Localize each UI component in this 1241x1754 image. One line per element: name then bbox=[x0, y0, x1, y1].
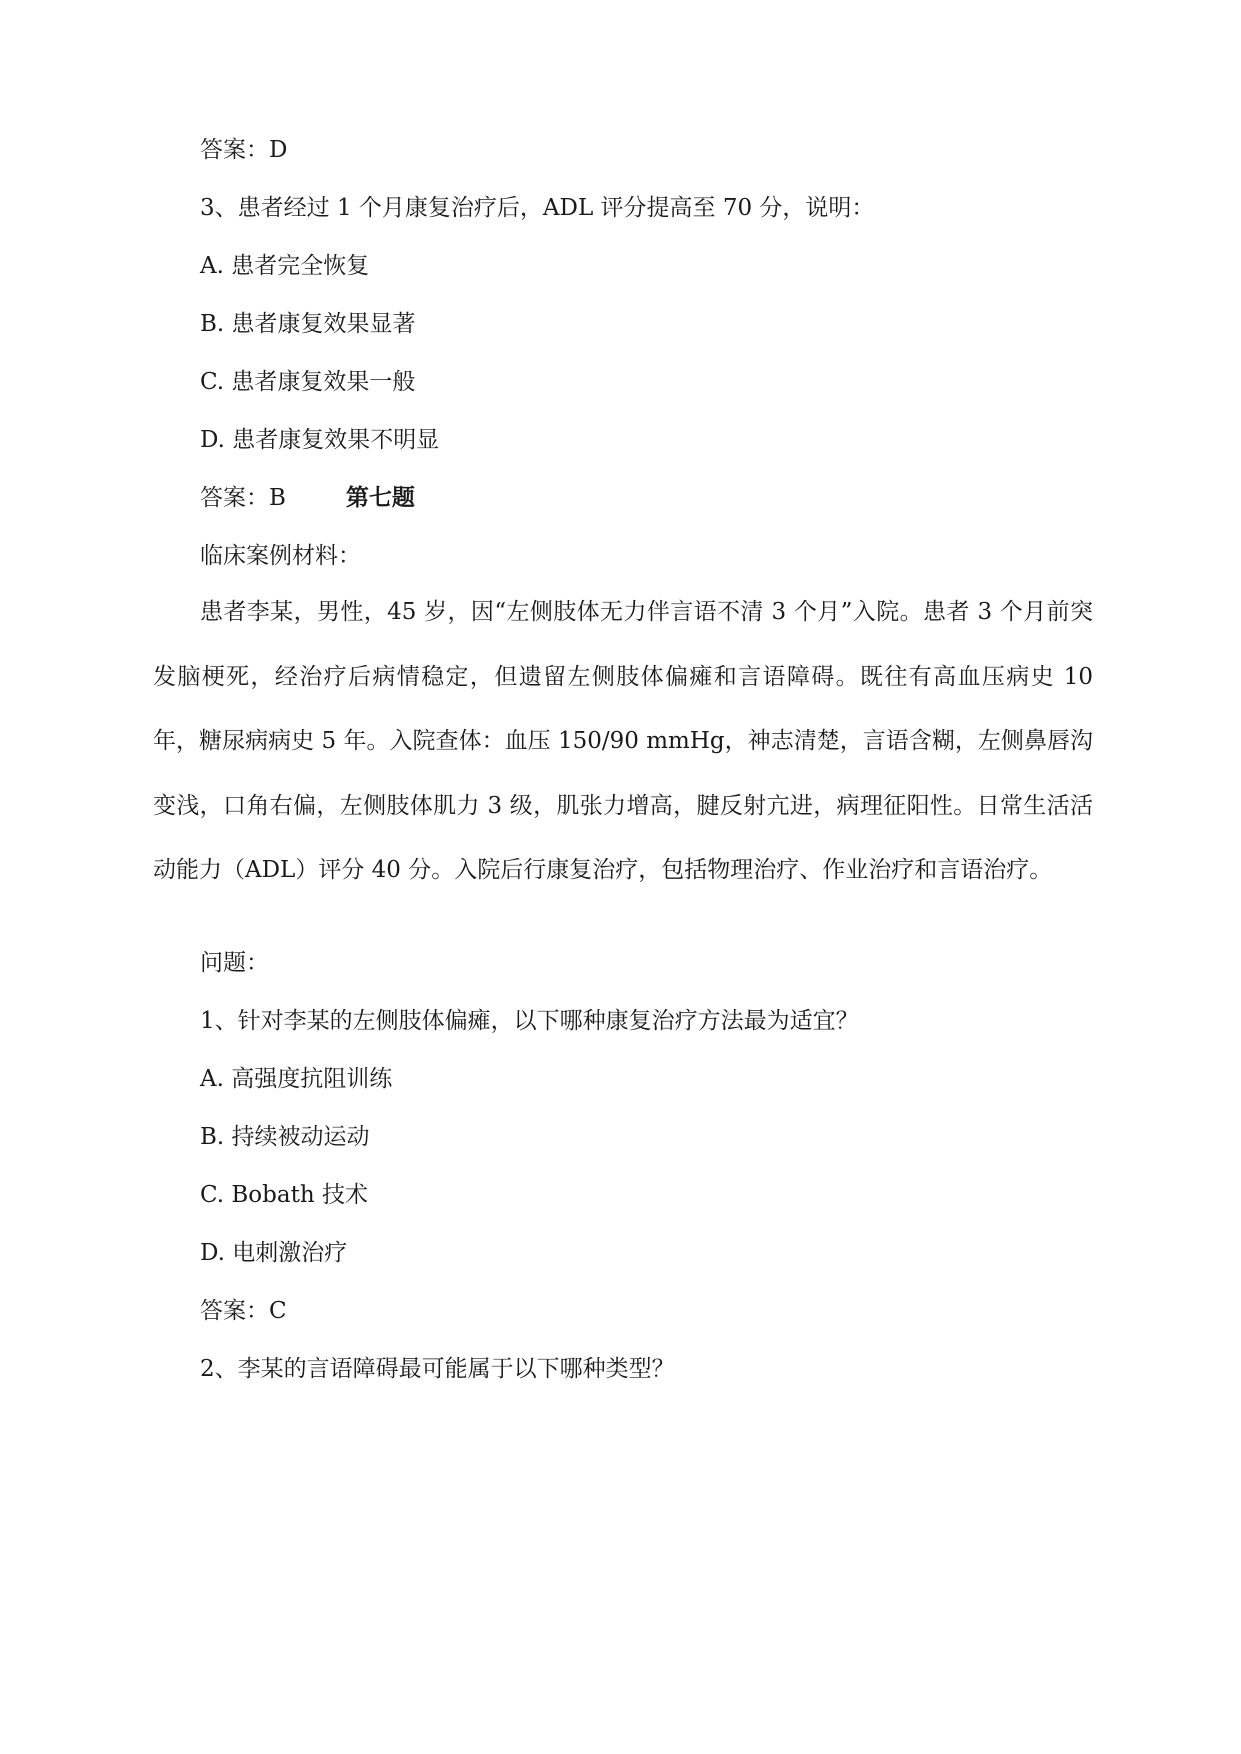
question-1-option-c: C. Bobath 技术 bbox=[200, 1182, 368, 1208]
case-material-heading: 临床案例材料： bbox=[200, 543, 361, 569]
questions-heading: 问题： bbox=[200, 950, 269, 976]
question-3-option-c: C. 患者康复效果一般 bbox=[200, 369, 416, 395]
question-1-answer: 答案：C bbox=[200, 1298, 287, 1324]
question-1-option-d: D. 电刺激治疗 bbox=[200, 1240, 348, 1266]
question-3-stem: 3、患者经过 1 个月康复治疗后，ADL 评分提高至 70 分，说明： bbox=[200, 195, 875, 221]
question-2-stem: 2、李某的言语障碍最可能属于以下哪种类型？ bbox=[200, 1356, 675, 1382]
case-description: 患者李某，男性，45 岁，因“左侧肢体无力伴言语不清 3 个月”入院。患者 3 个月前突发脑梗死，经治疗后病情稳定，但遗留左侧肢体偏瘫和言语障碍。既往有高血压病史 10 年，糖尿病病史 5 年。入院查体：血压 150/90 mmHg，神志清楚，言语含糊，左侧鼻唇沟变浅，口角右偏，左侧肢体肌力 3 级，肌张力增高，腱反射亢进，病理征阳性。日常生活活动能力（ADL）评分 40 分。入院后行康复治疗，包括物理治疗、作业治疗和言语治疗。 bbox=[153, 599, 1093, 883]
question-1-stem: 1、针对李某的左侧肢体偏瘫，以下哪种康复治疗方法最为适宜？ bbox=[200, 1008, 859, 1034]
answer-and-section-row bbox=[200, 483, 415, 513]
question-3-option-d: D. 患者康复效果不明显 bbox=[200, 427, 440, 453]
question-1-option-b: B. 持续被动运动 bbox=[200, 1124, 370, 1150]
previous-answer: 答案：D bbox=[200, 137, 288, 163]
question-3-option-b: B. 患者康复效果显著 bbox=[200, 311, 416, 337]
question-1-option-a: A. 高强度抗阻训练 bbox=[200, 1066, 393, 1092]
question-3-answer: 答案：B bbox=[200, 485, 286, 511]
question-3-option-a: A. 患者完全恢复 bbox=[200, 253, 370, 279]
section-title: 第七题 bbox=[345, 484, 415, 511]
